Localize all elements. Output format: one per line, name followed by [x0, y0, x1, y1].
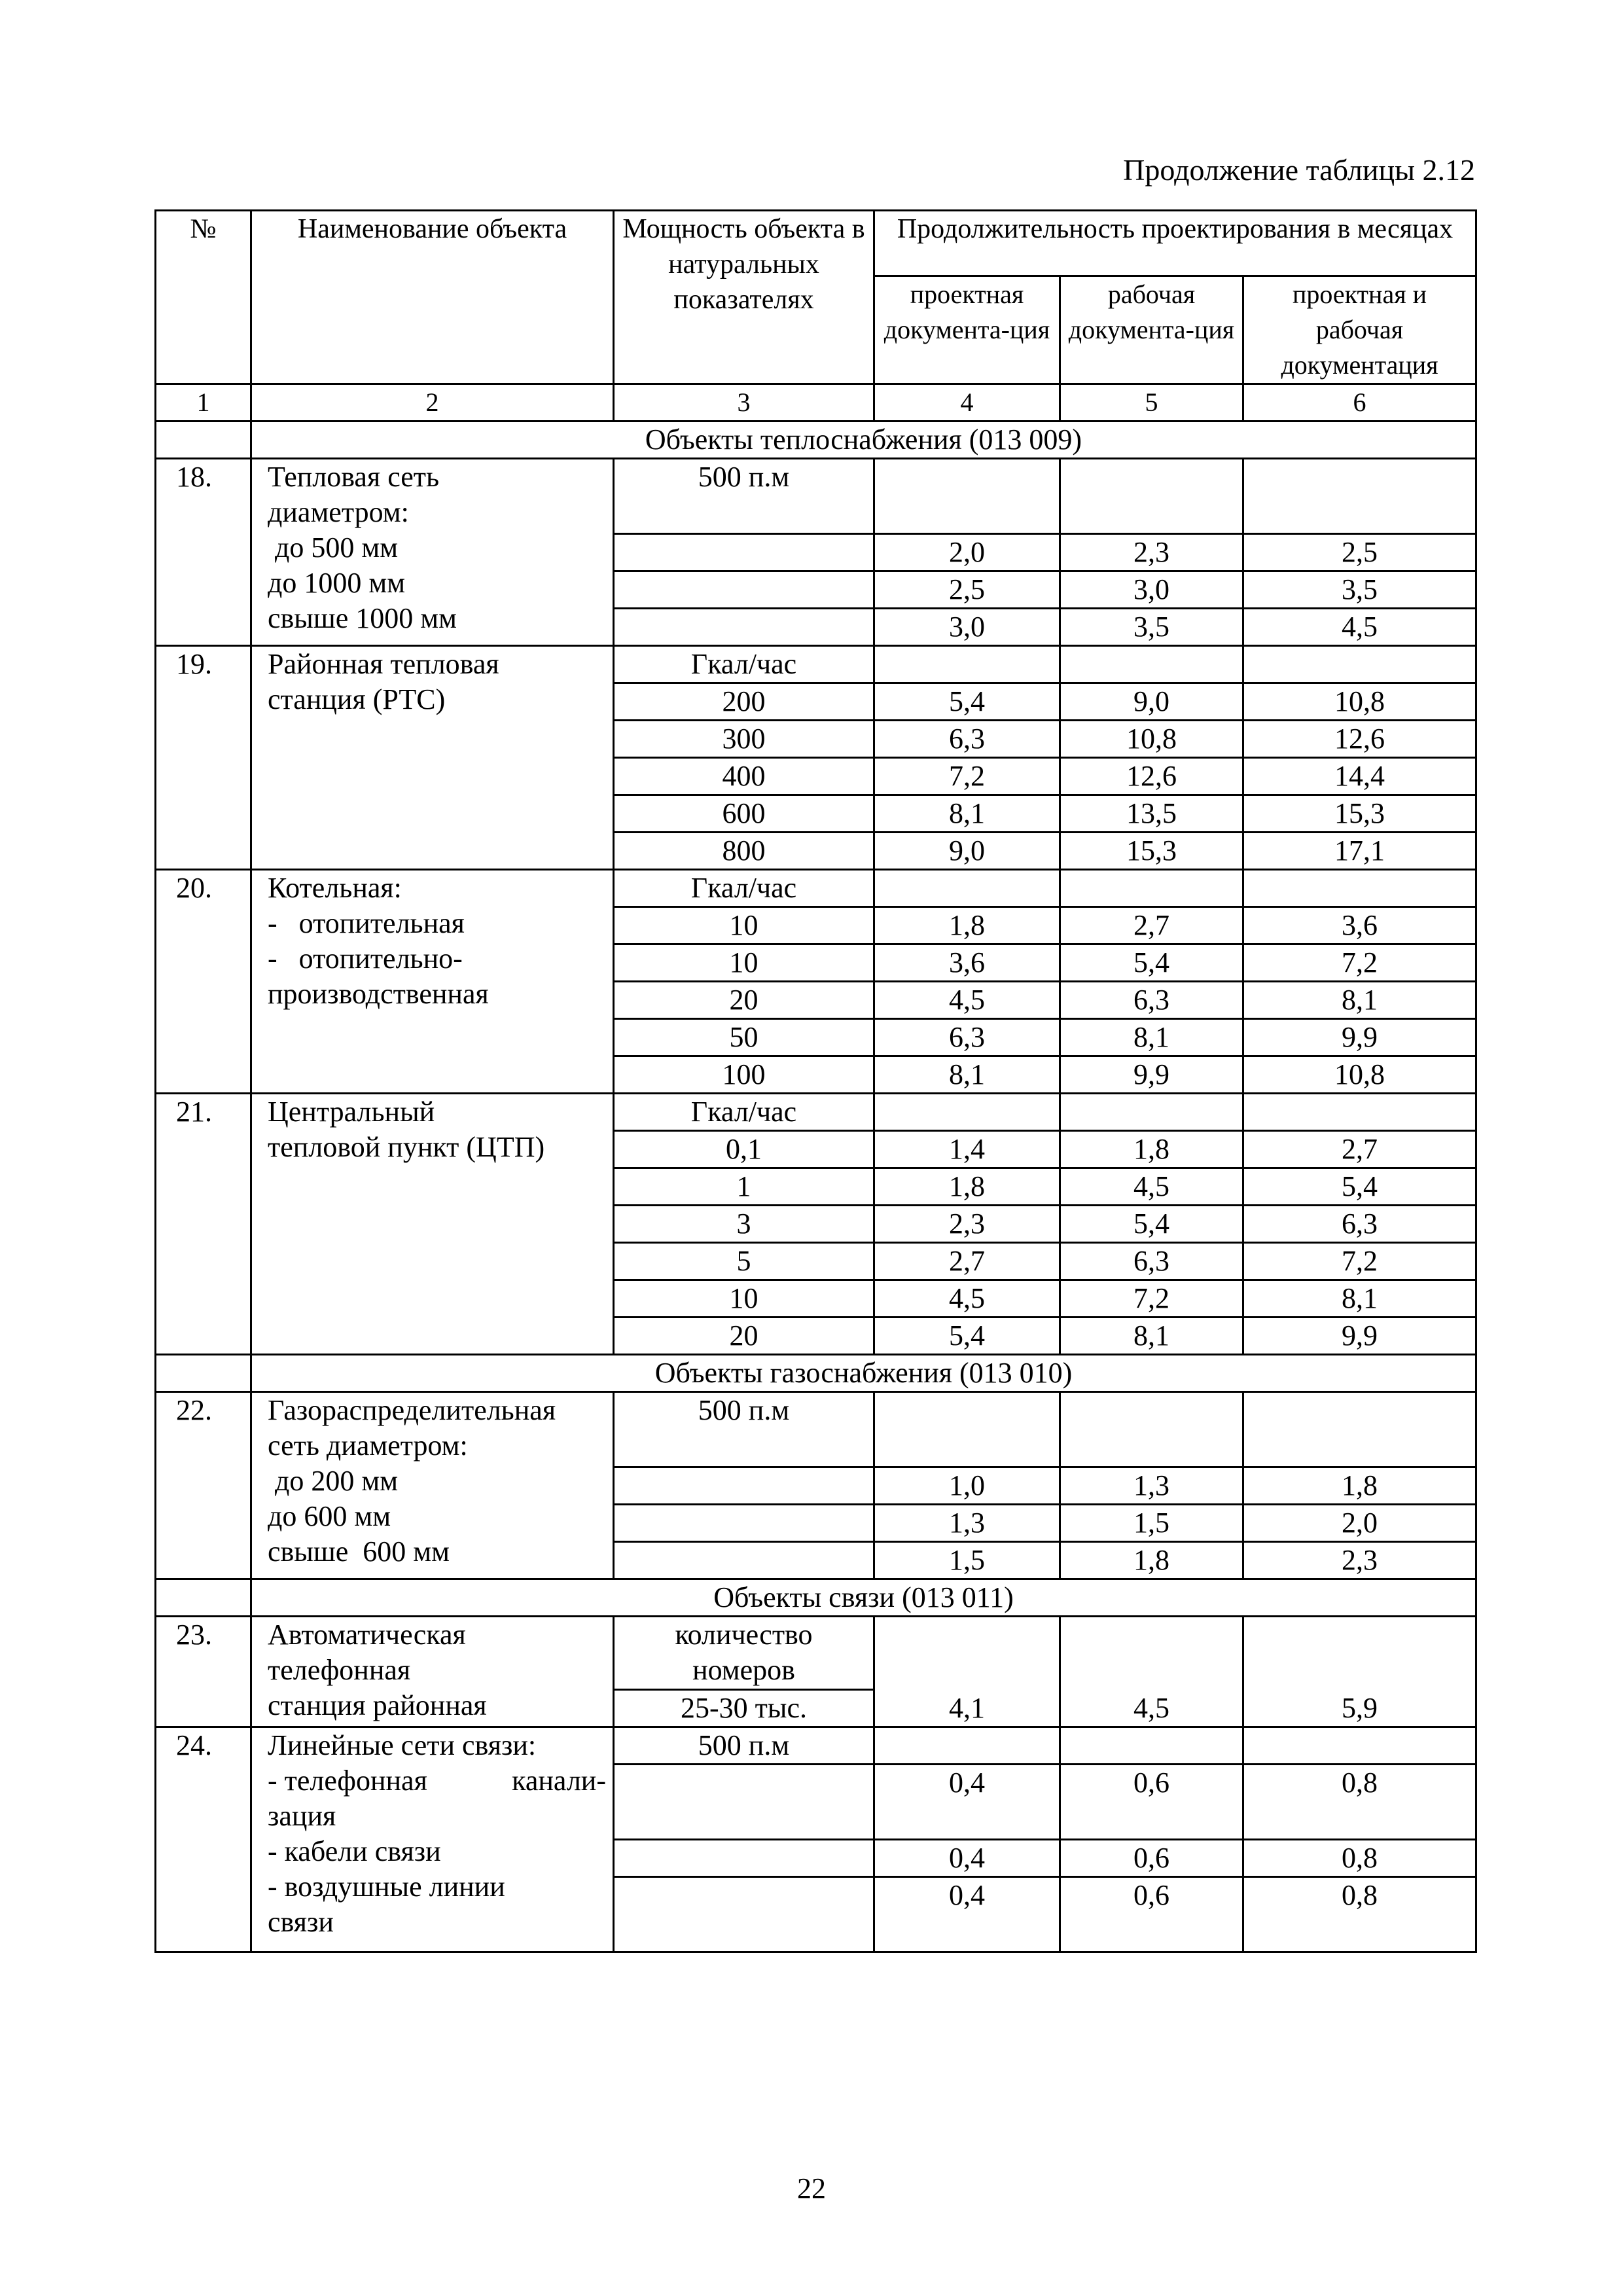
- value-project: 0,4: [874, 1765, 1060, 1840]
- column-number: 5: [1060, 384, 1243, 422]
- value-working: 13,5: [1060, 795, 1243, 833]
- value-both: 7,2: [1243, 944, 1476, 982]
- value-working: 1,5: [1060, 1505, 1243, 1542]
- value-working: 4,5: [1060, 1168, 1243, 1206]
- object-name: Газораспределительная сеть диаметром: до 200 мм до 600 мм свыше 600 мм: [251, 1392, 614, 1579]
- value-working: 15,3: [1060, 833, 1243, 870]
- capacity-value: 25-30 тыс.: [614, 1690, 874, 1727]
- value-working: 2,3: [1060, 534, 1243, 571]
- value-both: 12,6: [1243, 721, 1476, 758]
- row-number: 20.: [156, 870, 251, 1094]
- capacity-value: 600: [614, 795, 874, 833]
- value-working: 7,2: [1060, 1280, 1243, 1318]
- value-both: 2,0: [1243, 1505, 1476, 1542]
- value-project: 0,4: [874, 1877, 1060, 1952]
- table-row: [156, 1617, 1476, 1690]
- row-number: 19.: [156, 646, 251, 870]
- capacity-unit: количество номеров: [614, 1617, 874, 1690]
- value-working: 1,8: [1060, 1131, 1243, 1168]
- value-project: 6,3: [874, 1019, 1060, 1056]
- value-project: 0,4: [874, 1840, 1060, 1877]
- value-working: 6,3: [1060, 1243, 1243, 1280]
- column-number-row: [156, 384, 1476, 422]
- header-project-docs: проектная документа-ция: [874, 276, 1060, 384]
- header-object-name: Наименование объекта: [251, 211, 614, 384]
- capacity-unit: 500 п.м: [614, 459, 874, 534]
- value-both: 15,3: [1243, 795, 1476, 833]
- header-both-docs: проектная и рабочая документация: [1243, 276, 1476, 384]
- value-both: 0,8: [1243, 1840, 1476, 1877]
- value-project: 4,5: [874, 982, 1060, 1019]
- column-number: 2: [251, 384, 614, 422]
- value-project: 4,1: [874, 1617, 1060, 1727]
- object-name: Центральный тепловой пункт (ЦТП): [251, 1094, 614, 1355]
- column-number: 6: [1243, 384, 1476, 422]
- page-number: 22: [797, 2172, 826, 2204]
- value-both: 9,9: [1243, 1019, 1476, 1056]
- value-both: 2,7: [1243, 1131, 1476, 1168]
- value-working: 9,0: [1060, 683, 1243, 721]
- value-both: 0,8: [1243, 1765, 1476, 1840]
- value-project: 1,3: [874, 1505, 1060, 1542]
- capacity-value: 800: [614, 833, 874, 870]
- value-both: 1,8: [1243, 1467, 1476, 1505]
- value-project: 3,0: [874, 609, 1060, 646]
- value-project: 1,8: [874, 907, 1060, 944]
- section-title-gas: Объекты газоснабжения (013 010): [251, 1355, 1476, 1392]
- value-working: 2,7: [1060, 907, 1243, 944]
- value-working: 1,8: [1060, 1542, 1243, 1579]
- capacity-value: 100: [614, 1056, 874, 1094]
- header-duration-group: Продолжительность проектирования в месяцах: [874, 211, 1476, 276]
- value-both: 7,2: [1243, 1243, 1476, 1280]
- value-both: 10,8: [1243, 1056, 1476, 1094]
- table-row: [156, 1094, 1476, 1131]
- value-both: 2,5: [1243, 534, 1476, 571]
- table-row: [156, 870, 1476, 907]
- value-project: 1,5: [874, 1542, 1060, 1579]
- value-project: 8,1: [874, 1056, 1060, 1094]
- value-project: 2,5: [874, 571, 1060, 609]
- value-project: 2,3: [874, 1206, 1060, 1243]
- value-working: 9,9: [1060, 1056, 1243, 1094]
- value-both: 9,9: [1243, 1318, 1476, 1355]
- column-number: 3: [614, 384, 874, 422]
- value-working: 8,1: [1060, 1318, 1243, 1355]
- table-row: [156, 1392, 1476, 1467]
- value-both: 5,4: [1243, 1168, 1476, 1206]
- table-continuation-label: Продолжение таблицы 2.12: [1123, 153, 1475, 187]
- object-name: Линейные сети связи: - телефонная канали- зация - кабели связи - воздушные линии связи: [251, 1727, 614, 1952]
- header-number: №: [156, 211, 251, 384]
- capacity-unit: Гкал/час: [614, 646, 874, 683]
- header-working-docs: рабочая документа-ция: [1060, 276, 1243, 384]
- object-name: Районная тепловая станция (РТС): [251, 646, 614, 870]
- value-working: 0,6: [1060, 1877, 1243, 1952]
- capacity-value: 10: [614, 1280, 874, 1318]
- value-working: 5,4: [1060, 944, 1243, 982]
- value-project: 1,0: [874, 1467, 1060, 1505]
- column-number: 1: [156, 384, 251, 422]
- value-working: 1,3: [1060, 1467, 1243, 1505]
- table-row: [156, 646, 1476, 683]
- capacity-unit: 500 п.м: [614, 1392, 874, 1467]
- value-both: 3,6: [1243, 907, 1476, 944]
- table-header-row: [156, 211, 1476, 276]
- value-working: 5,4: [1060, 1206, 1243, 1243]
- capacity-unit: Гкал/час: [614, 1094, 874, 1131]
- row-number: 22.: [156, 1392, 251, 1579]
- value-both: 5,9: [1243, 1617, 1476, 1727]
- value-project: 8,1: [874, 795, 1060, 833]
- value-both: 4,5: [1243, 609, 1476, 646]
- design-duration-table: [154, 209, 1477, 1953]
- value-working: 0,6: [1060, 1840, 1243, 1877]
- value-project: 4,5: [874, 1280, 1060, 1318]
- capacity-value: 0,1: [614, 1131, 874, 1168]
- value-both: 6,3: [1243, 1206, 1476, 1243]
- value-both: 8,1: [1243, 982, 1476, 1019]
- value-project: 7,2: [874, 758, 1060, 795]
- table-row: [156, 1727, 1476, 1765]
- capacity-value: 300: [614, 721, 874, 758]
- capacity-value: 50: [614, 1019, 874, 1056]
- value-project: 9,0: [874, 833, 1060, 870]
- value-both: 10,8: [1243, 683, 1476, 721]
- value-working: 3,5: [1060, 609, 1243, 646]
- section-title-heat: Объекты теплоснабжения (013 009): [251, 422, 1476, 459]
- value-project: 5,4: [874, 1318, 1060, 1355]
- value-both: 8,1: [1243, 1280, 1476, 1318]
- value-both: 2,3: [1243, 1542, 1476, 1579]
- value-both: 17,1: [1243, 833, 1476, 870]
- value-working: 8,1: [1060, 1019, 1243, 1056]
- value-project: 2,7: [874, 1243, 1060, 1280]
- capacity-value: 400: [614, 758, 874, 795]
- value-both: 14,4: [1243, 758, 1476, 795]
- column-number: 4: [874, 384, 1060, 422]
- capacity-value: 10: [614, 907, 874, 944]
- value-project: 2,0: [874, 534, 1060, 571]
- section-row: [156, 422, 1476, 459]
- value-project: 5,4: [874, 683, 1060, 721]
- value-working: 4,5: [1060, 1617, 1243, 1727]
- section-row: [156, 1579, 1476, 1617]
- capacity-value: 5: [614, 1243, 874, 1280]
- capacity-value: 3: [614, 1206, 874, 1243]
- value-project: 3,6: [874, 944, 1060, 982]
- capacity-value: 200: [614, 683, 874, 721]
- object-name: Автоматическая телефонная станция районная: [251, 1617, 614, 1727]
- value-working: 6,3: [1060, 982, 1243, 1019]
- capacity-value: 10: [614, 944, 874, 982]
- value-working: 10,8: [1060, 721, 1243, 758]
- value-project: 1,8: [874, 1168, 1060, 1206]
- value-project: 6,3: [874, 721, 1060, 758]
- value-project: 1,4: [874, 1131, 1060, 1168]
- row-number: 21.: [156, 1094, 251, 1355]
- capacity-unit: 500 п.м: [614, 1727, 874, 1765]
- capacity-value: 20: [614, 1318, 874, 1355]
- object-name: Тепловая сеть диаметром: до 500 мм до 1000 мм свыше 1000 мм: [251, 459, 614, 646]
- value-both: 3,5: [1243, 571, 1476, 609]
- header-capacity: Мощность объекта в натуральных показателях: [614, 211, 874, 384]
- capacity-value: 1: [614, 1168, 874, 1206]
- value-working: 12,6: [1060, 758, 1243, 795]
- row-number: 18.: [156, 459, 251, 646]
- row-number: 23.: [156, 1617, 251, 1727]
- value-both: 0,8: [1243, 1877, 1476, 1952]
- object-name: Котельная: - отопительная - отопительно- производственная: [251, 870, 614, 1094]
- section-row: [156, 1355, 1476, 1392]
- value-working: 0,6: [1060, 1765, 1243, 1840]
- row-number: 24.: [156, 1727, 251, 1952]
- value-working: 3,0: [1060, 571, 1243, 609]
- capacity-unit: Гкал/час: [614, 870, 874, 907]
- capacity-value: 20: [614, 982, 874, 1019]
- section-title-communications: Объекты связи (013 011): [251, 1579, 1476, 1617]
- table-row: [156, 459, 1476, 534]
